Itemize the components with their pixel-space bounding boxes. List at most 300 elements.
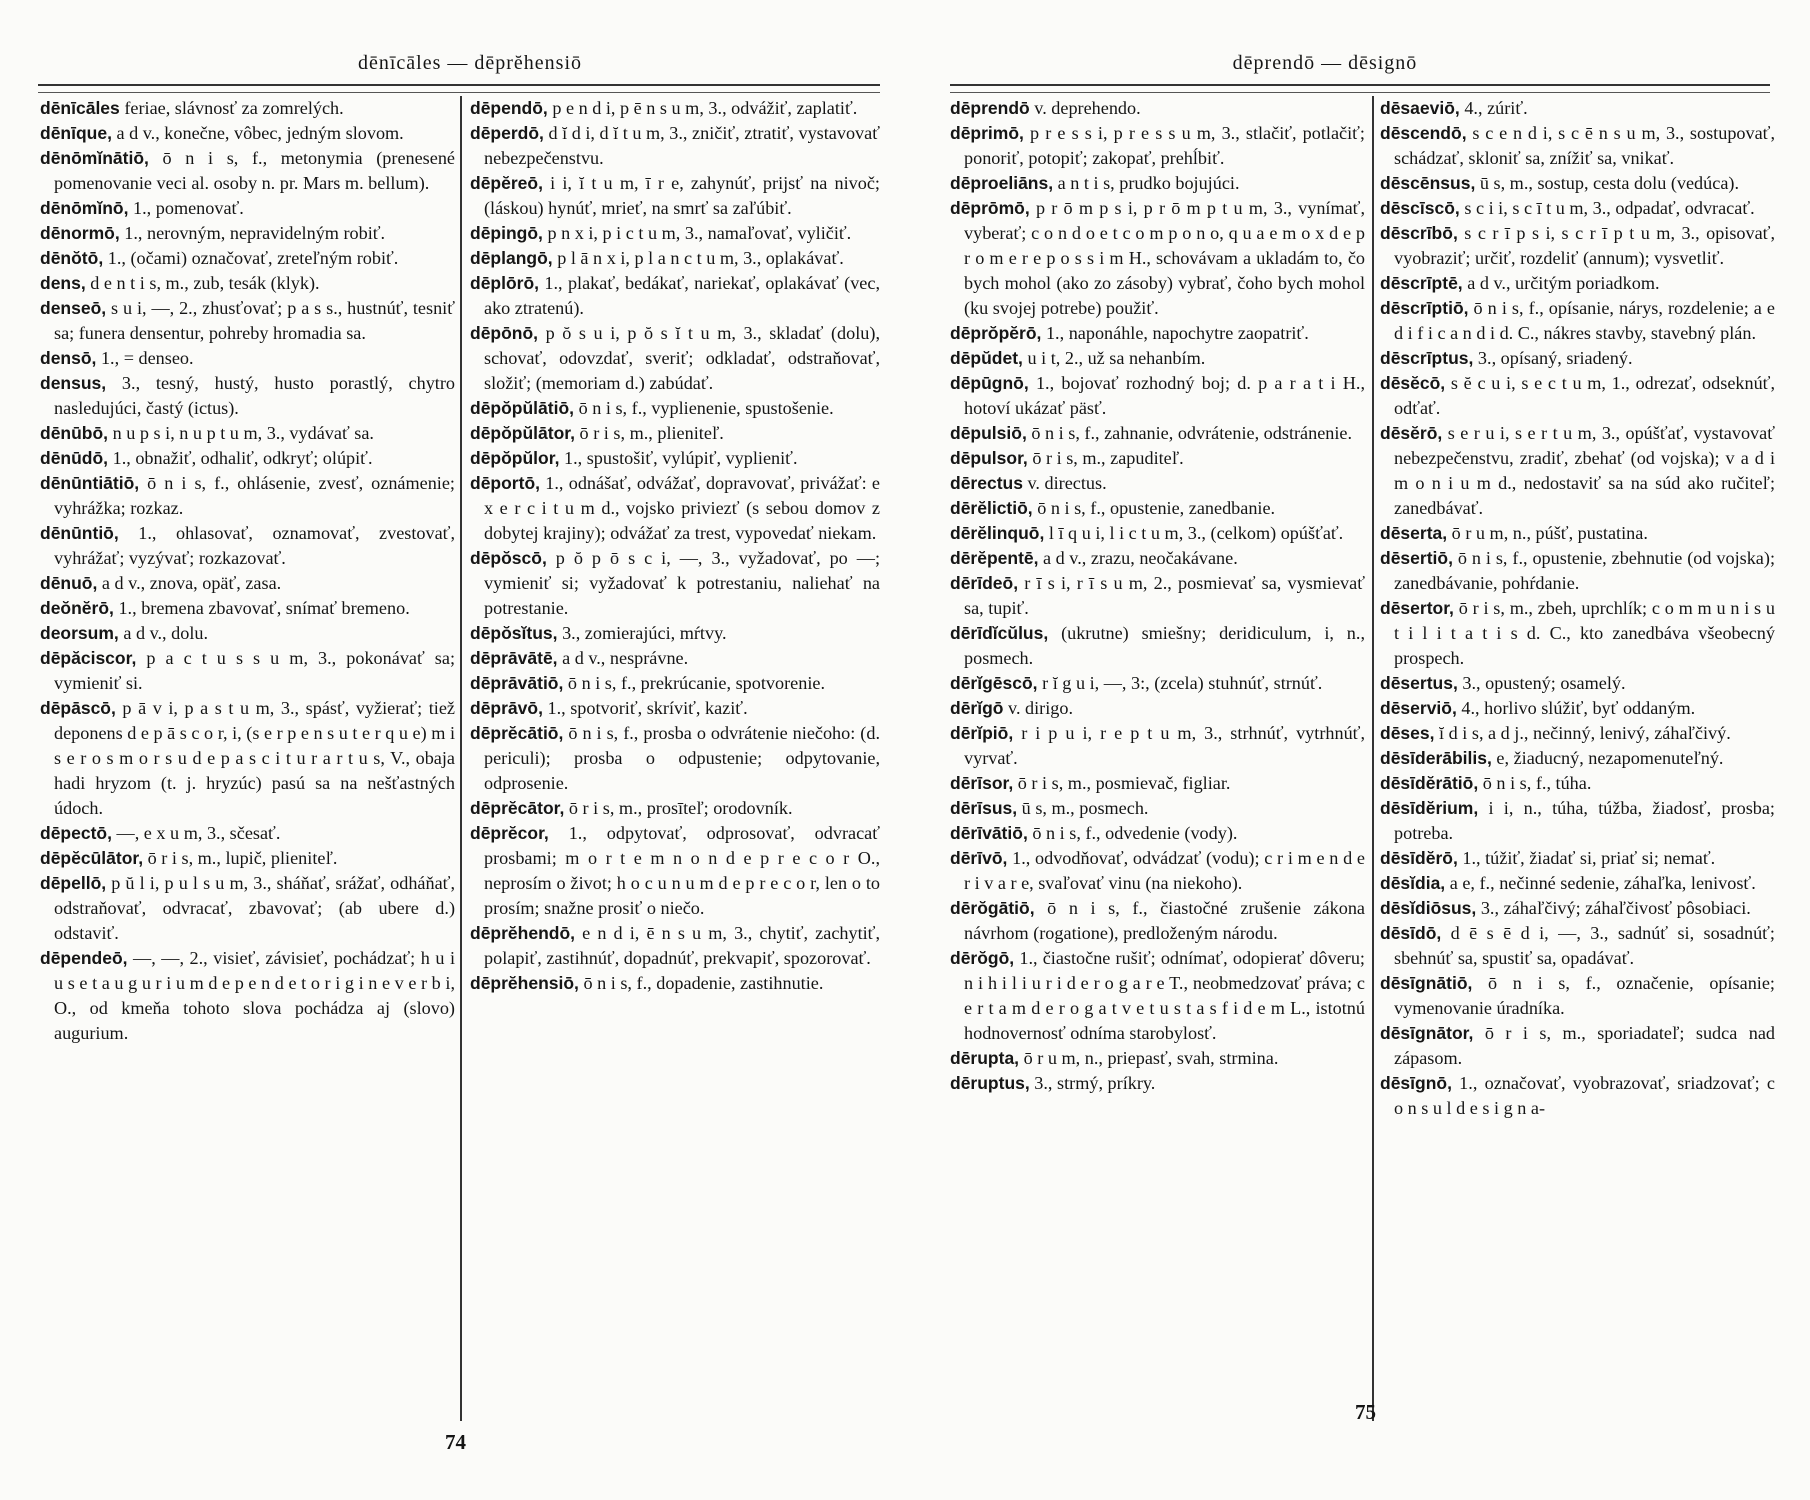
definition: a d v., dolu. [118,623,209,643]
dictionary-entry [470,271,880,321]
headword: dēnōmĭnō, [40,198,129,218]
definition: 1., obnažiť, odhaliť, odkryť; olúpiť. [108,448,373,468]
headword: dēprāvātē, [470,648,558,668]
dictionary-entry [950,796,1365,821]
definition: ĭ d i s, a d j., nečinný, lenivý, záhaľčivý. [1434,723,1731,743]
dictionary-entry [40,871,455,946]
column-divider [460,96,462,1421]
definition: 1., túžiť, žiadať si, priať si; nemať. [1457,848,1716,868]
headword: dēprĕhendō, [470,923,576,943]
dictionary-entry [1380,796,1775,846]
headword: dērīvātiō, [950,823,1028,843]
headword: dēsĭdiōsus, [1380,898,1477,918]
definition: ō n i s, f., označenie, opísanie; vymenovanie úradníka. [1394,973,1775,1018]
column-right [1380,96,1775,1121]
headword: dēscīscō, [1380,198,1460,218]
headword: dērĭpiō, [950,723,1014,743]
headword: dēpōnō, [470,323,539,343]
headword: dērĭgēscō, [950,673,1038,693]
headword: dēpendeō, [40,948,128,968]
dictionary-entry [950,1071,1365,1096]
headword: dēscrībō, [1380,223,1458,243]
definition: ō n i s, f., metonymia (prenesené pomenovanie veci al. osoby n. pr. Mars m. bellum). [54,148,455,193]
definition: a d v., zrazu, neočakávane. [1038,548,1238,568]
definition: r ī s i, r ī s u m, 2., posmievať sa, vysmievať sa, tupiť. [964,573,1365,618]
dictionary-entry [1380,846,1775,871]
definition: d ē s ē d i, —, 3., sadnúť si, sosadnúť; sbehnúť sa, spustiť sa, opadávať. [1394,923,1775,968]
headword: dēpulsiō, [950,423,1027,443]
headword: dēsīgnō, [1380,1073,1452,1093]
headword: dēsīgnātor, [1380,1023,1474,1043]
headword: dēsĕrō, [1380,423,1443,443]
dictionary-entry [470,421,880,446]
headword: dēpŭdet, [950,348,1023,368]
definition: 3., opustený; osamelý. [1457,673,1626,693]
headword: dēprāvātiō, [470,673,564,693]
dictionary-entry [470,471,880,546]
dictionary-entry [950,521,1365,546]
dictionary-entry [950,821,1365,846]
definition: 1., ohlasovať, oznamovať, zvestovať, vyhrážať; vyzývať; rozkazovať. [54,523,455,568]
dictionary-entry [1380,421,1775,521]
definition: s c i i, s c ī t u m, 3., odpadať, odvracať. [1459,198,1755,218]
headword: dēnuō, [40,573,98,593]
dictionary-entry [470,796,880,821]
headword: dēpellō, [40,873,107,893]
headword: dēscendō, [1380,123,1467,143]
headword: dērĭgō [950,698,1004,718]
definition: ū s, m., sostup, cesta dolu (vedúca). [1475,173,1739,193]
headword: dēsīdō, [1380,923,1442,943]
dictionary-entry [40,946,455,1046]
definition: p l ā n x i, p l a n c t u m, 3., oplakávať. [552,248,844,268]
definition: s c r ī p s i, s c r ī p t u m, 3., opisovať, vyobraziť; určiť, rozdeliť (annum); vysvetliť. [1394,223,1775,268]
dictionary-entry [470,671,880,696]
definition: ō n i s, f., opustenie, zbehnutie (od vojska); zanedbávanie, pohŕdanie. [1394,548,1775,593]
dictionary-entry [1380,596,1775,671]
definition: s ĕ c u i, s e c t u m, 1., odrezať, odseknúť, odťať. [1394,373,1775,418]
headword: densus, [40,373,107,393]
headword: dēnŏtō, [40,248,104,268]
definition: u i t, 2., už sa nehanbím. [1022,348,1206,368]
definition: ō r i s, m., prosīteľ; orodovník. [564,798,793,818]
definition: d e n t i s, m., zub, tesák (klyk). [85,273,320,293]
definition: i i, n., túha, túžba, žiadosť, prosba; potreba. [1394,798,1775,843]
definition: 1., bojovať rozhodný boj; d. p a r a t i H., hotoví ukázať päsť. [964,373,1365,418]
running-header: dēprendō — dēsignō [1232,52,1418,74]
headword: dēpingō, [470,223,543,243]
headword: dēnūbō, [40,423,109,443]
headword: dēses, [1380,723,1435,743]
definition: p ā v i, p a s t u m, 3., spásť, vyžierať; tiež deponens d e p ā s c o r, i, (s e r p e n s u t e r q u e) m i s e r o s m o r s u d e p a s c i t u r a r t u s, V., obaja hadi hryzom (t. j. hryzúc) pasú sa na nešťastných údoch. [54,698,455,818]
dictionary-entry [40,296,455,346]
headword: dēnīque, [40,123,112,143]
dictionary-entry [1380,546,1775,596]
dictionary-entry [40,646,455,696]
dictionary-entry [950,446,1365,471]
dictionary-entry [950,721,1365,771]
headword: dēproeliāns, [950,173,1054,193]
headword: dēnīcāles [40,98,120,118]
definition: 3., zomierajúci, mŕtvy. [557,623,727,643]
dictionary-entry [1380,121,1775,171]
dictionary-entry [1380,171,1775,196]
headword: dērĕlinquō, [950,523,1045,543]
dictionary-entry [1380,721,1775,746]
definition: 3., tesný, hustý, husto porastlý, chytro nasledujúci, častý (ictus). [54,373,455,418]
dictionary-entry [1380,771,1775,796]
headword: dēpāscō, [40,698,116,718]
headword: dēsertiō, [1380,548,1453,568]
headword: dērīsor, [950,773,1014,793]
definition: ō r u m, n., púšť, pustatina. [1447,523,1648,543]
dictionary-entry [470,971,880,996]
definition: ō r i s, m., sporiadateľ; sudca nad zápasom. [1394,1023,1775,1068]
definition: 1., (očami) označovať, zreteľným robiť. [103,248,399,268]
headword: dēprĕcātiō, [470,723,564,743]
headword: dēprĕcor, [470,823,549,843]
definition: r ĭ g u i, —, 3:, (zcela) stuhnúť, strnúť. [1037,673,1323,693]
dictionary-entry [1380,921,1775,971]
definition: 1., naponáhle, napochytre zaopatriť. [1041,323,1309,343]
dictionary-entry [470,246,880,271]
headword: dēperdō, [470,123,544,143]
definition: e n d i, ē n s u m, 3., chytiť, zachytiť, polapiť, zastihnúť, dopadnúť, prekvapiť, spozorovať. [484,923,880,968]
headword: dēsaeviō, [1380,98,1460,118]
dictionary-entry [40,271,455,296]
definition: 3., strmý, príkry. [1029,1073,1156,1093]
dictionary-entry [950,471,1365,496]
headword: dēsertor, [1380,598,1454,618]
page-number: 75 [1355,1400,1376,1424]
definition: d ĭ d i, d ĭ t u m, 3., zničiť, ztratiť, vystavovať nebezpečenstvu. [484,123,880,168]
dictionary-entry [950,196,1365,321]
definition: ō r i s, m., zapuditeľ. [1027,448,1184,468]
dictionary-entry [40,696,455,821]
definition: p ŏ p ō s c i, —, 3., vyžadovať, po —; vymieniť si; vyžadovať k potrestaniu, naliehať na potrestanie. [484,548,880,618]
dictionary-entry [1380,1021,1775,1071]
definition: s c e n d i, s c ē n s u m, 3., sostupovať, schádzať, skloniť sa, znížiť sa, vnikať. [1394,123,1775,168]
definition: ō r i s, m., plieniteľ. [575,423,724,443]
dictionary-entry [950,946,1365,1046]
definition: —, —, 2., visieť, závisieť, pochádzať; h u i u s e t a u g u r i u m d e p e n d e t o r i g i n e v e r b i, O., od kmeňa tohoto slova pochádza aj (slovo) augurium. [54,948,455,1043]
definition: ō n i s, f., opísanie, nárys, rozdelenie; a e d i f i c a n d i d. C., nákres stavby, stavebný plán. [1394,298,1775,343]
headword: dēpĕreō, [470,173,543,193]
definition: 1., odpytovať, odprosovať, odvracať prosbami; m o r t e m n o n d e p r e c o r O., neprosím o život; h o c u n u m d e p r e c o r, len o to prosím; snažne prosiť o niečo. [484,823,880,918]
definition: 1., čiastočne rušiť; odnímať, odopierať dôveru; n i h i l i u r i d e r o g a r e T., neobmedzovať práva; c e r t a m d e r o g a t v e t u s t a s f i d e m L., istotnú hodnovernosť odníma starobylosť. [964,948,1365,1043]
dictionary-entry [950,171,1365,196]
headword: dēprĕcātor, [470,798,565,818]
headword: dēnūdō, [40,448,109,468]
definition: v. directus. [1022,473,1107,493]
definition: 1., bremena zbavovať, snímať bremeno. [113,598,410,618]
right-page [905,0,1810,1500]
dictionary-entry [40,521,455,571]
headword: dēpŏscō, [470,548,547,568]
header-rule [950,84,1770,93]
definition: 4., zúriť. [1459,98,1528,118]
headword: dēserviō, [1380,698,1457,718]
definition: a d v., znova, opäť, zasa. [97,573,282,593]
dictionary-entry [470,121,880,171]
definition: 1., odvodňovať, odvádzať (vodu); c r i m e n d e r i v a r e, svaľovať vinu (na niekoho). [964,848,1365,893]
definition: ō r u m, n., priepasť, svah, strmina. [1019,1048,1279,1068]
headword: dērīsus, [950,798,1018,818]
dictionary-entry [1380,96,1775,121]
dictionary-entry [1380,221,1775,271]
dictionary-entry [950,696,1365,721]
headword: dērŏgātiō, [950,898,1035,918]
dictionary-entry [470,921,880,971]
headword: dēscrīptus, [1380,348,1474,368]
headword: dēpectō, [40,823,112,843]
dictionary-entry [950,346,1365,371]
dictionary-entry [40,421,455,446]
dictionary-entry [470,646,880,671]
dictionary-entry [40,196,455,221]
dictionary-entry [40,221,455,246]
dictionary-entry [470,171,880,221]
definition: a d v., nesprávne. [557,648,689,668]
headword: dēnūntiō, [40,523,119,543]
headword: dēserta, [1380,523,1448,543]
definition: 3., opísaný, sriadený. [1473,348,1633,368]
definition: p ŏ s u i, p ŏ s ĭ t u m, 3., skladať (dolu), schovať, odovzdať, sveriť; odkladať, odstraňovať, složiť; (memoriam d.) zabúdať. [484,323,880,393]
definition: —, e x u m, 3., sčesať. [111,823,281,843]
definition: ō n i s, f., čiastočné zrušenie zákona návrhom (rogatione), predloženým národu. [964,898,1365,943]
dictionary-entry [950,1046,1365,1071]
dictionary-entry [950,771,1365,796]
definition: ō n i s, f., opustenie, zanedbanie. [1032,498,1276,518]
headword: dens, [40,273,86,293]
headword: dēscrīptiō, [1380,298,1469,318]
definition: p n x i, p i c t u m, 3., namaľovať, vyličiť. [542,223,852,243]
definition: feriae, slávnosť za zomrelých. [119,98,344,118]
definition: p e n d i, p ē n s u m, 3., odvážiť, zaplatiť. [547,98,858,118]
dictionary-entry [470,321,880,396]
dictionary-entry [470,821,880,921]
dictionary-entry [1380,896,1775,921]
headword: dēplangō, [470,248,553,268]
dictionary-entry [1380,521,1775,546]
dictionary-entry [470,546,880,621]
definition: l ī q u i, l i c t u m, 3., (celkom) opúšťať. [1044,523,1344,543]
headword: densō, [40,348,97,368]
running-header: dēnīcāles — dēprĕhensiō [357,52,583,74]
headword: dēruptus, [950,1073,1030,1093]
definition: e, žiaducný, nezapomenuteľný. [1491,748,1724,768]
dictionary-entry [1380,871,1775,896]
dictionary-entry [470,446,880,471]
definition: 1., pomenovať. [128,198,244,218]
definition: 1., spotvoriť, skrívіť, kaziť. [542,698,748,718]
definition: ō n i s, f., dopadenie, zastihnutie. [578,973,824,993]
definition: p r e s s i, p r e s s u m, 3., stlačiť, potlačiť; ponoriť, potopiť; zakopať, prehĺbiť. [964,123,1365,168]
column-divider [1372,96,1374,1421]
definition: ō n i s, f., túha. [1478,773,1592,793]
headword: dēpulsor, [950,448,1028,468]
dictionary-entry [950,671,1365,696]
definition: s e r u i, s e r t u m, 3., opúšťať, vystavovať nebezpečenstvu, zradiť, zbehať (od vojska); v a d i m o n i u m d., nedostaviť sa na súd ako ručiteľ; zanedbávať. [1394,423,1775,518]
headword: dērīdeō, [950,573,1019,593]
dictionary-entry [470,96,880,121]
page-number: 74 [445,1430,466,1454]
headword: dērectus [950,473,1023,493]
dictionary-entry [950,496,1365,521]
dictionary-entry [1380,271,1775,296]
headword: dēsĕcō, [1380,373,1446,393]
dictionary-entry [470,721,880,796]
dictionary-entry [1380,196,1775,221]
dictionary-entry [1380,696,1775,721]
headword: dēscēnsus, [1380,173,1476,193]
dictionary-entry [40,371,455,421]
dictionary-entry [470,621,880,646]
definition: ū s, m., posmech. [1017,798,1149,818]
headword: dēplōrō, [470,273,540,293]
dictionary-entry [1380,346,1775,371]
headword: deorsum, [40,623,119,643]
dictionary-entry [950,371,1365,421]
headword: dēprĕhensiō, [470,973,579,993]
dictionary-entry [1380,371,1775,421]
definition: 1., = denseo. [96,348,194,368]
headword: denseō, [40,298,107,318]
headword: dēprŏpĕrō, [950,323,1042,343]
definition: p ŭ l i, p u l s u m, 3., sháňať, srážať, odháňať, odstraňovať, odvracať, zbavovať; (ab ubere d.) odstaviť. [54,873,455,943]
definition: 1., nerovným, nepravidelným robiť. [119,223,386,243]
definition: 4., horlivo slúžiť, byť oddaným. [1456,698,1696,718]
headword: dēpendō, [470,98,548,118]
definition: 1., spustošiť, vylúpiť, vyplieniť. [559,448,798,468]
definition: i i, ĭ t u m, ī r e, zahynúť, prijsť na nivoč; (láskou) hynúť, mrieť, na smrť sa zaľúbiť. [484,173,880,218]
definition: ō n i s, f., ohlásenie, zvesť, oznámenie; vyhrážka; rozkaz. [54,473,455,518]
definition: r i p u i, r e p t u m, 3., strhnúť, vytrhnúť, vyrvať. [964,723,1365,768]
definition: p a c t u s s u m, 3., pokonávať sa; vymieniť si. [54,648,455,693]
dictionary-entry [1380,971,1775,1021]
dictionary-entry [40,571,455,596]
dictionary-entry [40,821,455,846]
dictionary-entry [40,846,455,871]
definition: s u i, —, 2., zhusťovať; p a s s., hustnúť, tesniť sa; funera densentur, pohreby hromadia sa. [54,298,455,343]
headword: dēpăciscor, [40,648,137,668]
definition: a n t i s, prudko bojujúci. [1053,173,1240,193]
dictionary-entry [40,471,455,521]
headword: dēsīderābilis, [1380,748,1492,768]
headword: dēprimō, [950,123,1024,143]
column-left [950,96,1365,1096]
headword: dēnormō, [40,223,120,243]
column-left [40,96,455,1046]
dictionary-entry [40,146,455,196]
definition: p r ō m p s i, p r ō m p t u m, 3., vynímať, vyberať; c o n d o e t c o m p o n o, q u a e m o x d e p r o m e r e p o s s i m H., schovávam a ukladám to, čo bych mohol (ako zo zásoby) vybrať, čoho bych mohol (ku svojej potrebe) použiť. [964,198,1365,318]
definition: ō r i s, m., lupič, plieniteľ. [143,848,338,868]
headword: dēpŏpŭlātor, [470,423,575,443]
dictionary-entry [470,696,880,721]
headword: dēnōmĭnātiō, [40,148,149,168]
headword: dērīvō, [950,848,1008,868]
definition: ō n i s, f., prekrúcanie, spotvorenie. [563,673,825,693]
headword: dēportō, [470,473,540,493]
dictionary-entry [40,446,455,471]
headword: dēpūgnō, [950,373,1029,393]
headword: dērŏgō, [950,948,1015,968]
dictionary-entry [470,221,880,246]
headword: dērīdĭcŭlus, [950,623,1049,643]
dictionary-entry [1380,1071,1775,1121]
dictionary-entry [950,896,1365,946]
column-right [470,96,880,996]
definition: (ukrutne) smiešny; deridiculum, i, n., posmech. [964,623,1365,668]
headword: dēprōmō, [950,198,1030,218]
definition: n u p s i, n u p t u m, 3., vydávať sa. [108,423,374,443]
headword: dēnūntiātiō, [40,473,140,493]
definition: v. dirigo. [1003,698,1074,718]
definition: a d v., určitým poriadkom. [1462,273,1660,293]
headword: dērĕlictiō, [950,498,1033,518]
definition: v. deprehendo. [1029,98,1141,118]
headword: dēpĕcūlātor, [40,848,144,868]
headword: dēsīdĕrō, [1380,848,1458,868]
definition: ō n i s, f., vyplienenie, spustošenie. [574,398,834,418]
headword: dēsĭdia, [1380,873,1446,893]
dictionary-entry [40,246,455,271]
headword: dēpŏsĭtus, [470,623,558,643]
definition: a e, f., nečinné sedenie, záhaľka, lenivosť. [1445,873,1756,893]
definition: 1., odnášať, odvážať, dopravovať, privážať: e x e r c i t u m d., vojsko priviezť (s sebou domov z dobytej krajiny); odvážať za trest, vypovedať niekam. [484,473,880,543]
definition: ō n i s, f., prosba o odvrátenie niečoho: (d. periculi); prosba o odpustenie; odpytovanie, odprosenie. [484,723,880,793]
dictionary-entry [1380,296,1775,346]
dictionary-entry [1380,671,1775,696]
headword: dēprāvō, [470,698,543,718]
headword: dēprendō [950,98,1030,118]
headword: deŏnĕrō, [40,598,114,618]
definition: ō r i s, m., posmievač, figliar. [1013,773,1231,793]
definition: ō n i s, f., zahnanie, odvrátenie, odstránenie. [1026,423,1353,443]
dictionary-entry [470,396,880,421]
headword: dēpŏpŭlor, [470,448,560,468]
dictionary-entry [1380,746,1775,771]
headword: dērupta, [950,1048,1020,1068]
dictionary-entry [40,121,455,146]
dictionary-entry [40,96,455,121]
dictionary-entry [950,546,1365,571]
headword: dēscrīptē, [1380,273,1463,293]
header-rule [38,84,880,93]
headword: dērĕpentē, [950,548,1039,568]
dictionary-entry [950,96,1365,121]
headword: dēpŏpŭlātiō, [470,398,575,418]
headword: dēsīgnātiō, [1380,973,1473,993]
dictionary-entry [950,846,1365,896]
dictionary-entry [950,121,1365,171]
definition: 3., záhaľčivý; záhaľčivosť pôsobiaci. [1476,898,1751,918]
dictionary-entry [950,321,1365,346]
definition: a d v., konečne, vôbec, jedným slovom. [111,123,404,143]
definition: 1., označovať, vyobrazovať, sriadzovať; c o n s u l d e s i g n a- [1394,1073,1775,1118]
headword: dēsertus, [1380,673,1458,693]
headword: dēsīdĕrium, [1380,798,1479,818]
dictionary-entry [950,621,1365,671]
definition: ō n i s, f., odvedenie (vody). [1027,823,1238,843]
dictionary-entry [950,571,1365,621]
definition: 1., plakať, bedákať, nariekať, oplakávať (vec, ako ztratenú). [484,273,880,318]
headword: dēsīdĕrātiō, [1380,773,1479,793]
dictionary-entry [40,621,455,646]
dictionary-entry [40,346,455,371]
definition: ō r i s, m., zbeh, uprchlík; c o m m u n i s u t i l i t a t i s d. C., kto zanedbáva všeobecný prospech. [1394,598,1775,668]
dictionary-entry [950,421,1365,446]
